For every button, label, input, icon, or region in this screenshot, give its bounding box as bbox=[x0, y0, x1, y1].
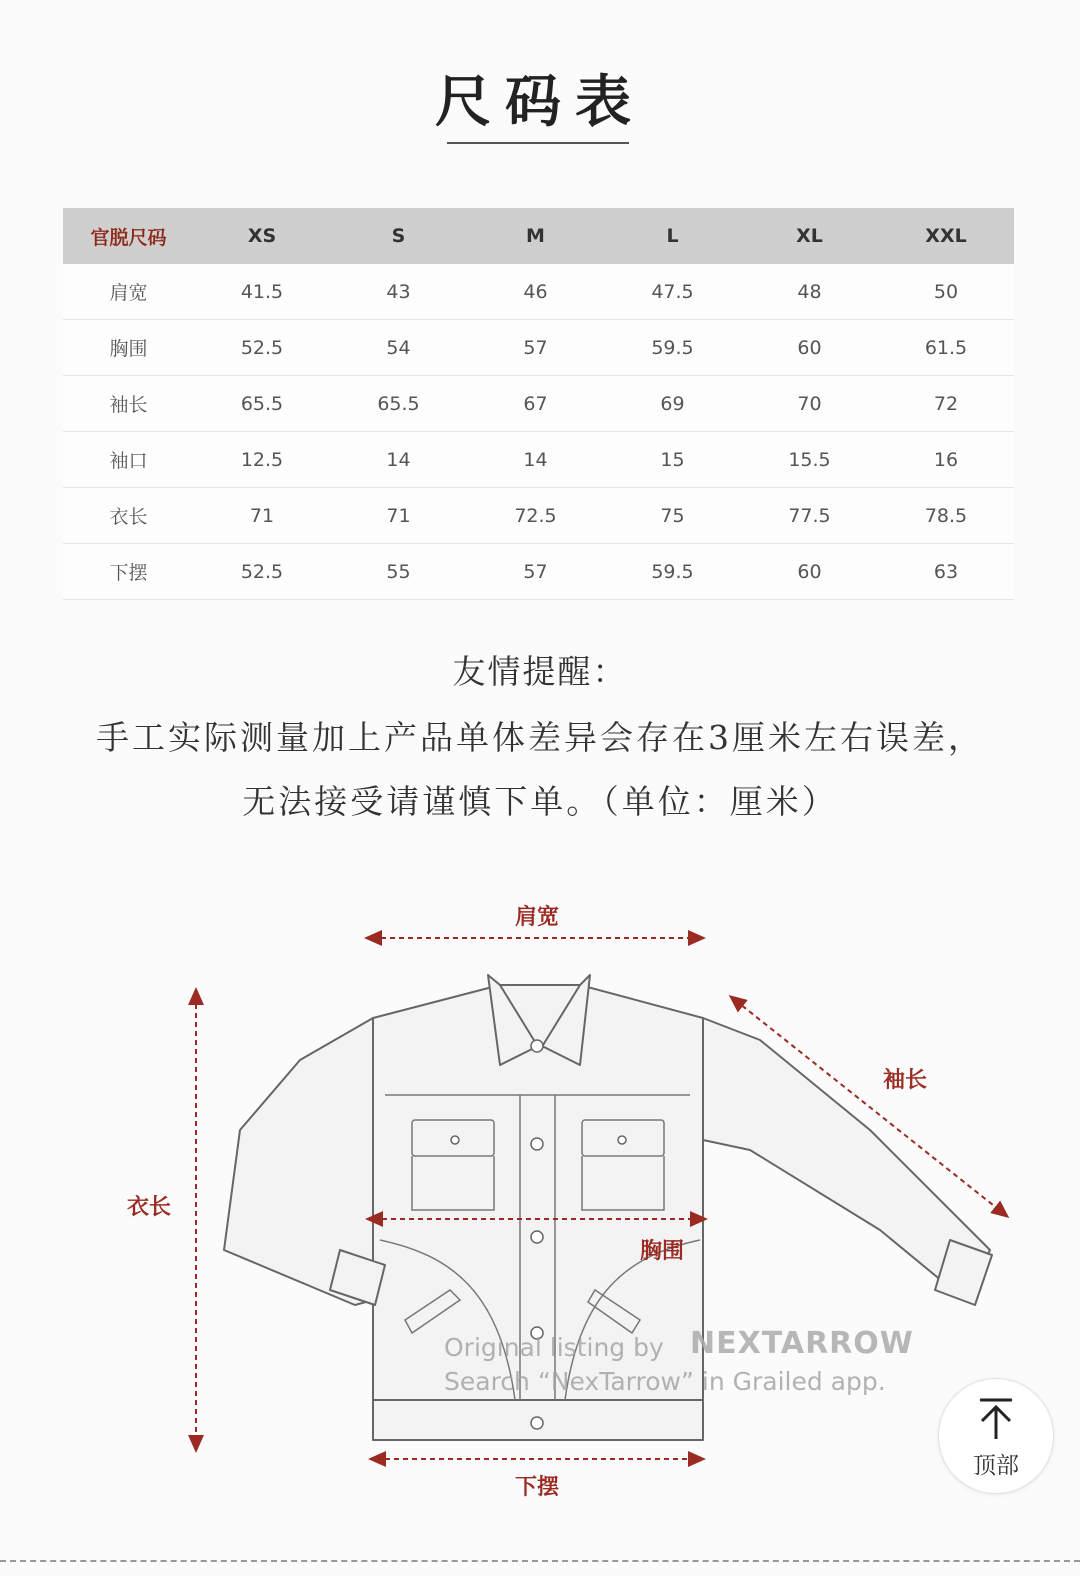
watermark-brand: NEXTARROW bbox=[690, 1326, 914, 1361]
cell: 52.5 bbox=[194, 544, 330, 600]
size-header: XS bbox=[194, 208, 330, 264]
cell: 46 bbox=[467, 264, 604, 320]
cell: 12.5 bbox=[194, 432, 330, 488]
cell: 41.5 bbox=[194, 264, 330, 320]
size-header: XXL bbox=[878, 208, 1014, 264]
label-length: 衣长 bbox=[127, 1194, 172, 1220]
cell: 15.5 bbox=[741, 432, 878, 488]
row-label: 衣长 bbox=[63, 488, 194, 544]
label-chest: 胸围 bbox=[640, 1238, 685, 1264]
cell: 67 bbox=[467, 376, 604, 432]
row-label: 胸围 bbox=[63, 320, 194, 376]
cell: 50 bbox=[878, 264, 1014, 320]
title-underline bbox=[447, 142, 629, 144]
cell: 71 bbox=[330, 488, 467, 544]
cell: 63 bbox=[878, 544, 1014, 600]
table-row bbox=[63, 320, 1014, 376]
bottom-divider bbox=[0, 1560, 1080, 1562]
row-label: 肩宽 bbox=[63, 264, 194, 320]
page-title: 尺码表 bbox=[435, 69, 645, 135]
cell: 65.5 bbox=[330, 376, 467, 432]
reminder-line-1: 手工实际测量加上产品单体差异会存在3厘米左右误差， bbox=[96, 718, 984, 757]
table-row bbox=[63, 376, 1014, 432]
row-label: 袖口 bbox=[63, 432, 194, 488]
cell: 75 bbox=[604, 488, 741, 544]
cell: 57 bbox=[467, 544, 604, 600]
label-shoulder: 肩宽 bbox=[515, 904, 560, 930]
cell: 43 bbox=[330, 264, 467, 320]
cell: 77.5 bbox=[741, 488, 878, 544]
label-sleeve: 袖长 bbox=[883, 1067, 928, 1093]
back-to-top-label: 顶部 bbox=[973, 1453, 1019, 1479]
cell: 14 bbox=[467, 432, 604, 488]
size-header: L bbox=[604, 208, 741, 264]
reminder-title: 友情提醒： bbox=[452, 652, 628, 691]
cell: 61.5 bbox=[878, 320, 1014, 376]
cell: 78.5 bbox=[878, 488, 1014, 544]
cell: 71 bbox=[194, 488, 330, 544]
cell: 15 bbox=[604, 432, 741, 488]
cell: 65.5 bbox=[194, 376, 330, 432]
watermark-line-2: Search “NexTarrow” in Grailed app. bbox=[444, 1367, 886, 1396]
cell: 69 bbox=[604, 376, 741, 432]
cell: 55 bbox=[330, 544, 467, 600]
cell: 59.5 bbox=[604, 544, 741, 600]
size-header: M bbox=[467, 208, 604, 264]
row-label: 下摆 bbox=[63, 544, 194, 600]
cell: 70 bbox=[741, 376, 878, 432]
row-label: 袖长 bbox=[63, 376, 194, 432]
back-to-top-button[interactable] bbox=[938, 1378, 1054, 1494]
cell: 60 bbox=[741, 320, 878, 376]
cell: 48 bbox=[741, 264, 878, 320]
watermark-line-1: Original listing by bbox=[444, 1333, 664, 1362]
table-row bbox=[63, 544, 1014, 600]
label-hem: 下摆 bbox=[515, 1474, 560, 1500]
cell: 60 bbox=[741, 544, 878, 600]
cell: 16 bbox=[878, 432, 1014, 488]
cell: 54 bbox=[330, 320, 467, 376]
cell: 72.5 bbox=[467, 488, 604, 544]
cell: 14 bbox=[330, 432, 467, 488]
table-header-row bbox=[63, 208, 1014, 264]
cell: 52.5 bbox=[194, 320, 330, 376]
size-header: S bbox=[330, 208, 467, 264]
reminder-line-2: 无法接受请谨慎下单。（单位：厘米） bbox=[242, 782, 838, 821]
cell: 72 bbox=[878, 376, 1014, 432]
header-label: 官脱尺码 bbox=[63, 208, 194, 264]
table-row bbox=[63, 488, 1014, 544]
cell: 59.5 bbox=[604, 320, 741, 376]
size-header: XL bbox=[741, 208, 878, 264]
size-table bbox=[63, 208, 1014, 600]
table-row bbox=[63, 264, 1014, 320]
table-row bbox=[63, 432, 1014, 488]
cell: 57 bbox=[467, 320, 604, 376]
arrow-up-icon bbox=[976, 1397, 1016, 1441]
cell: 47.5 bbox=[604, 264, 741, 320]
